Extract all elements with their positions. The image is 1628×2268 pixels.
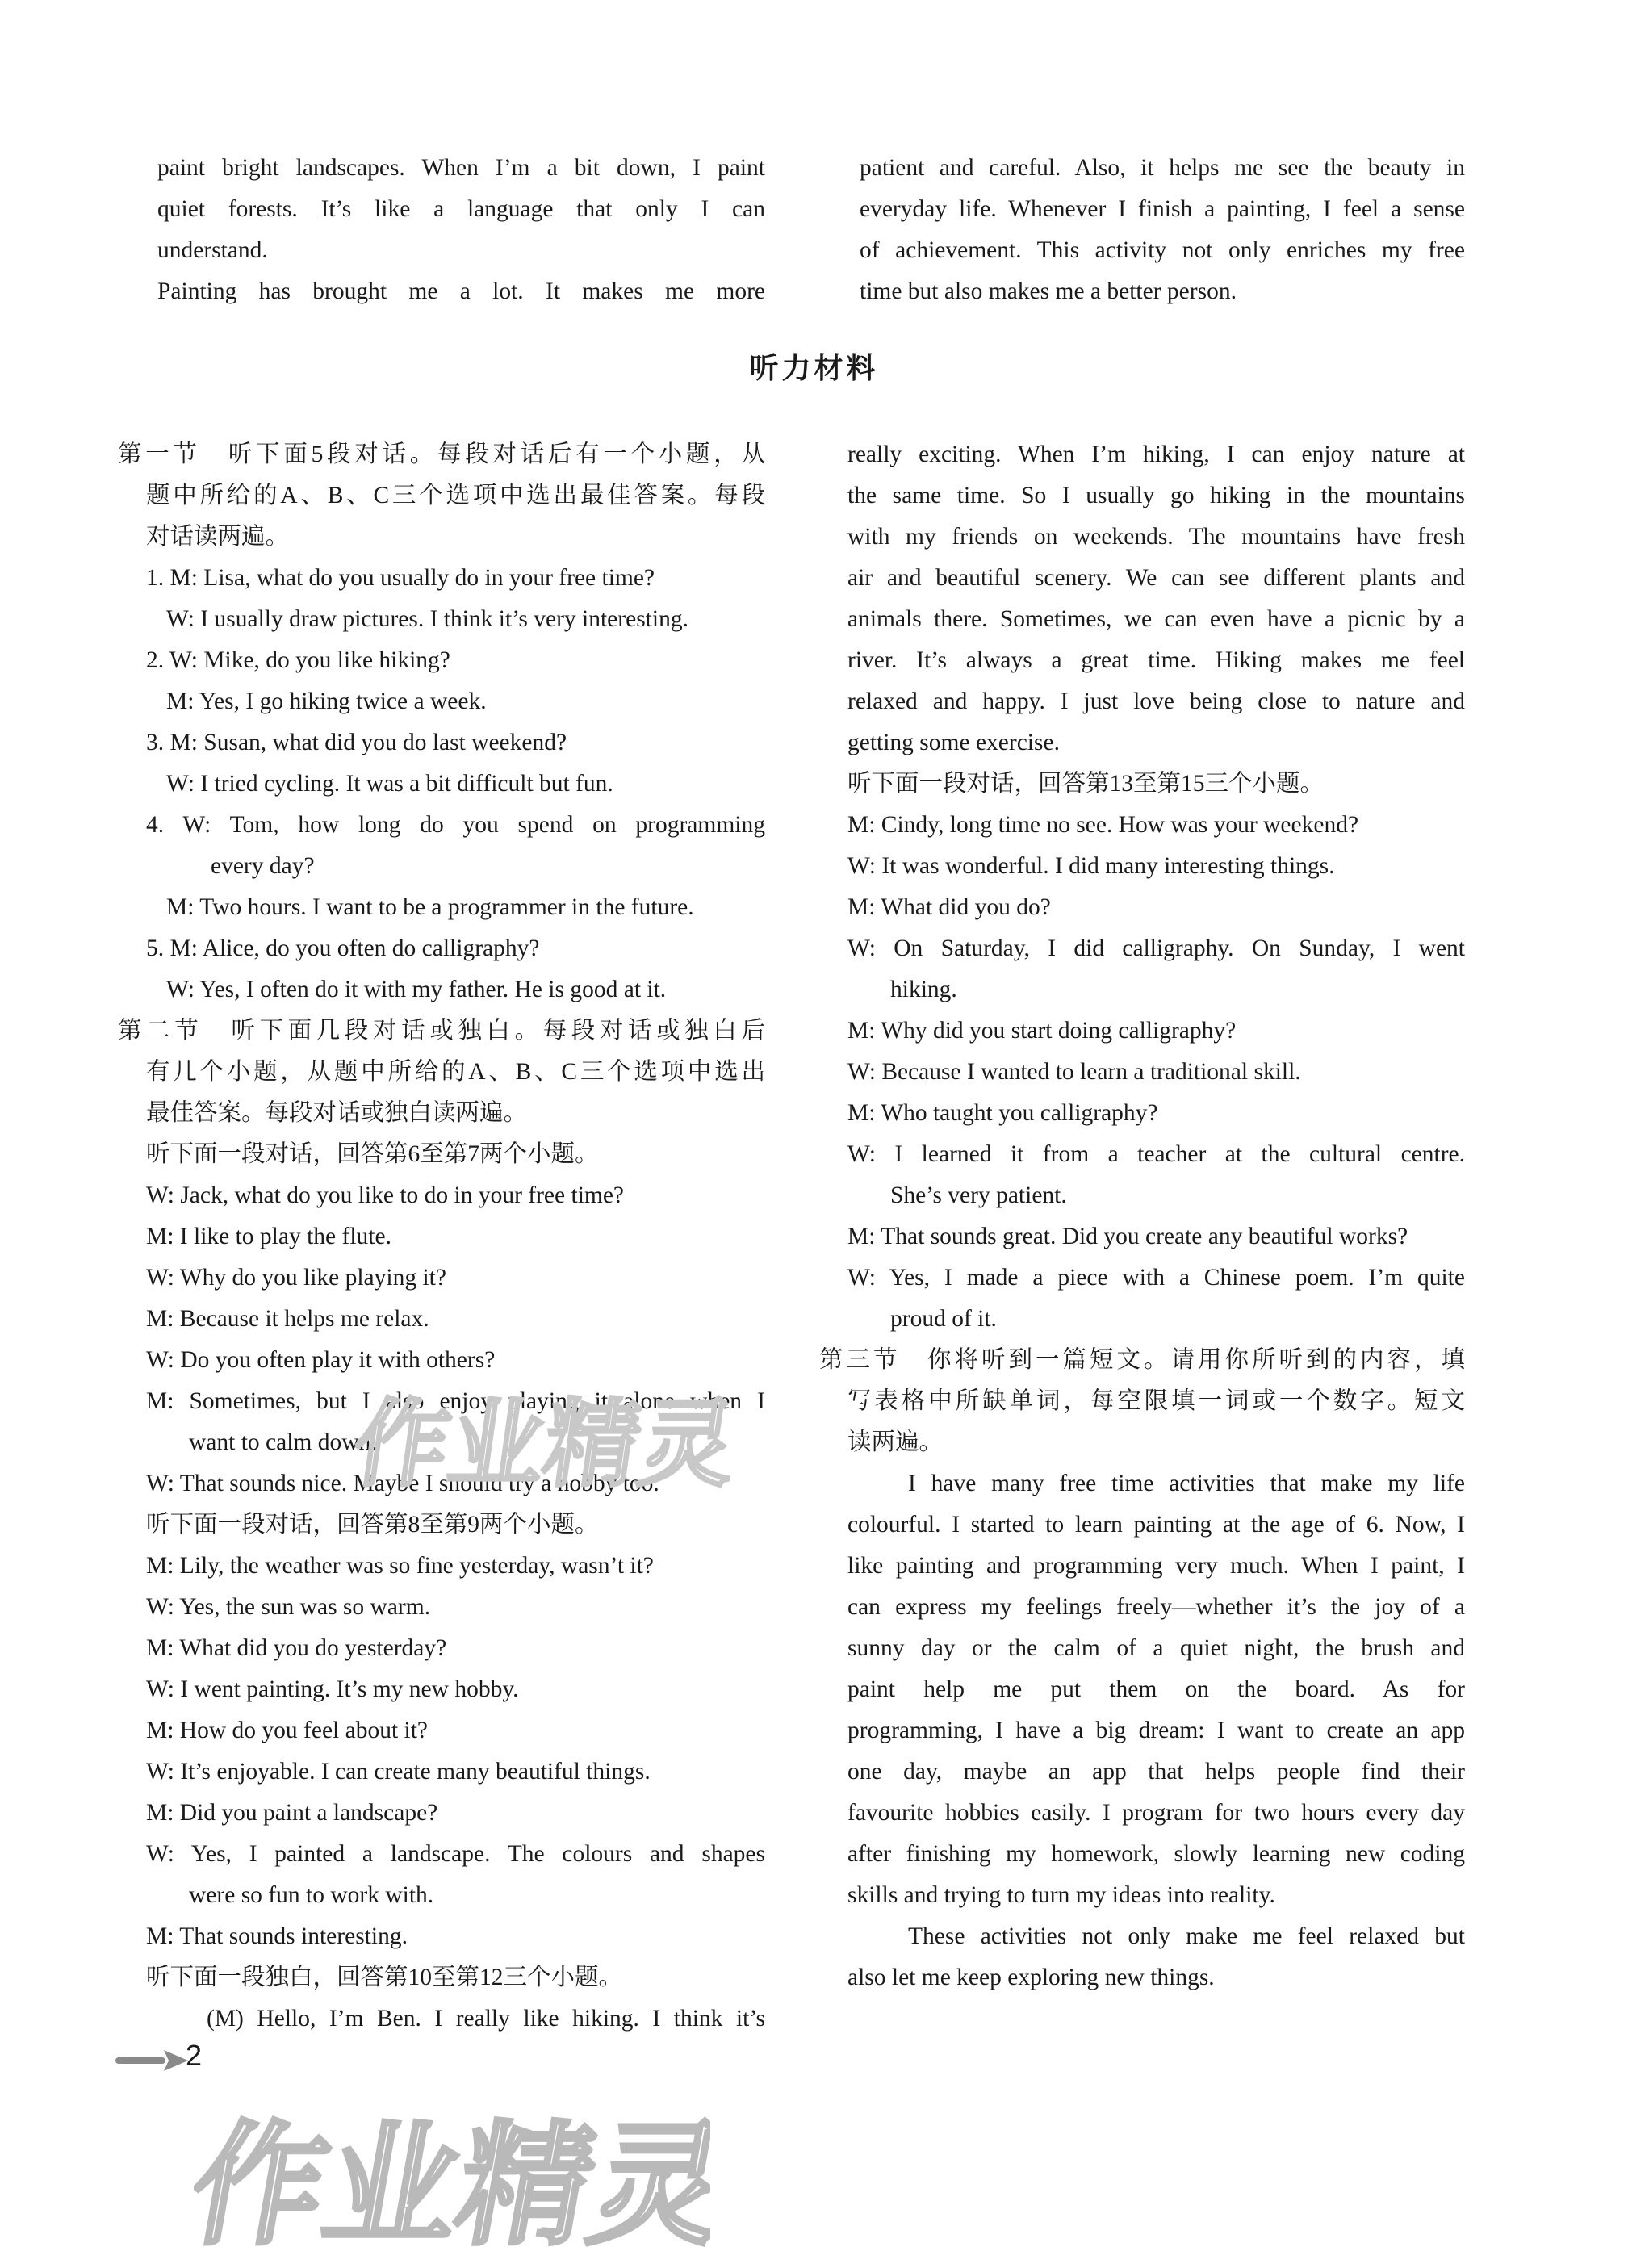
text-line: favourite hobbies easily. I program for two hours every day [847,1800,1465,1826]
watermark-bottom-text [194,2109,710,2264]
text-line: W: It’s enjoyable. I can create many beautiful things. [146,1759,651,1785]
text-line: M: Why did you start doing calligraphy? [847,1018,1237,1044]
text-line: hiking. [890,977,957,1002]
section-title: 听力材料 [749,352,879,385]
text-line: 听下面一段对话，回答第6至第7两个小题。 [146,1141,599,1167]
text-line: sunny day or the calm of a quiet night, the brush and [847,1635,1465,1661]
text-line: air and beautiful scenery. We can see different plants and [847,565,1465,591]
text-line: after finishing my homework, slowly learning new coding [847,1841,1465,1867]
text-line: 有几个小题，从题中所给的A、B、C三个选项中选出 [146,1059,765,1085]
text-line: M: What did you do yesterday? [146,1635,447,1661]
text-line: M: That sounds great. Did you create any beautiful works? [847,1224,1408,1249]
text-line: These activities not only make me feel relaxed but [908,1923,1465,1949]
text-line: were so fun to work with. [189,1882,434,1908]
text-line: M: Sometimes, but I also enjoy playing it alone when I [146,1388,765,1414]
text-line: M: What did you do? [847,894,1051,920]
text-line: W: Do you often play it with others? [146,1347,496,1373]
text-line: M: How do you feel about it? [146,1718,429,1743]
text-line: proud of it. [890,1306,997,1332]
text-line: M: Did you paint a landscape? [146,1800,438,1826]
text-line: M: Yes, I go hiking twice a week. [166,688,487,714]
text-line: can express my feelings freely—whether it’s the joy of a [847,1594,1465,1620]
text-line: 2. W: Mike, do you like hiking? [146,647,450,673]
text-line: paint bright landscapes. When I’m a bit down, I paint [157,155,765,181]
text-line: skills and trying to turn my ideas into reality. [847,1882,1275,1908]
text-line: 3. M: Susan, what did you do last weekend? [146,730,567,755]
text-line: W: Yes, I painted a landscape. The colours and shapes [146,1841,765,1867]
text-line: 听下面一段独白，回答第10至第12三个小题。 [146,1965,623,1990]
watermark-middle [355,1380,775,1509]
text-line: 5. M: Alice, do you often do calligraphy? [146,935,540,961]
text-line: want to calm down. [189,1429,377,1455]
text-line: W: It was wonderful. I did many interesting things. [847,853,1335,879]
text-line: with my friends on weekends. The mountains have fresh [847,524,1465,550]
arrow-icon [115,2050,188,2071]
text-line: M: Who taught you calligraphy? [847,1100,1158,1126]
text-line: getting some exercise. [847,730,1060,755]
text-line: W: I learned it from a teacher at the cultural centre. [847,1141,1465,1167]
text-line: (M) Hello, I’m Ben. I really like hiking. I think it’s [207,2006,765,2032]
watermark-middle-text [355,1389,743,1500]
text-line: 对话读两遍。 [146,524,290,550]
text-line: river. It’s always a great time. Hiking makes me feel [847,647,1465,673]
text-line: W: On Saturday, I did calligraphy. On Sunday, I went [847,935,1465,961]
text-line: quiet forests. It’s like a language that only I can [157,196,765,222]
text-line: everyday life. Whenever I finish a painting, I feel a sense [860,196,1465,222]
text-line: 4. W: Tom, how long do you spend on programming [146,812,765,838]
text-line: one day, maybe an app that helps people find their [847,1759,1465,1785]
text-line: 第三节 你将听到一篇短文。请用你所听到的内容，填 [819,1347,1465,1373]
text-line: W: I went painting. It’s my new hobby. [146,1676,519,1702]
text-line: like painting and programming very much. When I paint, I [847,1553,1465,1579]
text-line: M: Two hours. I want to be a programmer in the future. [166,894,694,920]
text-line: programming, I have a big dream: I want to create an app [847,1718,1465,1743]
text-line: W: Yes, the sun was so warm. [146,1594,431,1620]
text-line: W: I usually draw pictures. I think it’s very interesting. [166,606,688,632]
text-line: 最佳答案。每段对话或独白读两遍。 [146,1100,528,1126]
text-line: 第一节 听下面5段对话。每段对话后有一个小题，从 [118,441,765,467]
text-line: time but also makes me a better person. [860,278,1237,304]
text-line: M: Cindy, long time no see. How was your weekend? [847,812,1359,838]
text-line: W: I tried cycling. It was a bit difficult but fun. [166,771,613,797]
watermark-bottom [194,2090,710,2268]
text-line: 听下面一段对话，回答第8至第9两个小题。 [146,1512,599,1538]
text-line: 写表格中所缺单词，每空限填一词或一个数字。短文 [847,1388,1465,1414]
text-line: W: Because I wanted to learn a traditional skill. [847,1059,1301,1085]
text-line: patient and careful. Also, it helps me see the beauty in [860,155,1465,181]
text-line: the same time. So I usually go hiking in the mountains [847,483,1465,508]
text-line: relaxed and happy. I just love being close to nature and [847,688,1465,714]
text-line: 读两遍。 [847,1429,944,1455]
text-line: W: That sounds nice. Maybe I should try a hobby too. [146,1471,659,1496]
text-line: W: Yes, I often do it with my father. He is good at it. [166,977,667,1002]
text-line: 题中所给的A、B、C三个选项中选出最佳答案。每段 [146,483,765,508]
text-line: M: I like to play the flute. [146,1224,391,1249]
text-line: M: Lily, the weather was so fine yesterday, wasn’t it? [146,1553,654,1579]
text-line: colourful. I started to learn painting at the age of 6. Now, I [847,1512,1465,1538]
text-line: understand. [157,237,268,263]
text-line: animals there. Sometimes, we can even have a picnic by a [847,606,1465,632]
text-line: every day? [211,853,315,879]
text-line: M: That sounds interesting. [146,1923,408,1949]
text-line: M: Because it helps me relax. [146,1306,429,1332]
text-line: W: Jack, what do you like to do in your free time? [146,1182,625,1208]
text-line: 第二节 听下面几段对话或独白。每段对话或独白后 [118,1018,765,1044]
text-line: W: Yes, I made a piece with a Chinese poem. I’m quite [847,1265,1465,1291]
text-line: also let me keep exploring new things. [847,1965,1215,1990]
text-line: I have many free time activities that make my life [908,1471,1465,1496]
text-line: W: Why do you like playing it? [146,1265,446,1291]
text-line: paint help me put them on the board. As for [847,1676,1465,1702]
text-line: really exciting. When I’m hiking, I can enjoy nature at [847,441,1465,467]
text-line: Painting has brought me a lot. It makes me more [157,278,765,304]
page-number: 2 [186,2039,203,2072]
text-line: 1. M: Lisa, what do you usually do in your free time? [146,565,655,591]
text-line: of achievement. This activity not only enriches my free [860,237,1465,263]
text-line: She’s very patient. [890,1182,1067,1208]
text-line: 听下面一段对话，回答第13至第15三个小题。 [847,771,1325,797]
